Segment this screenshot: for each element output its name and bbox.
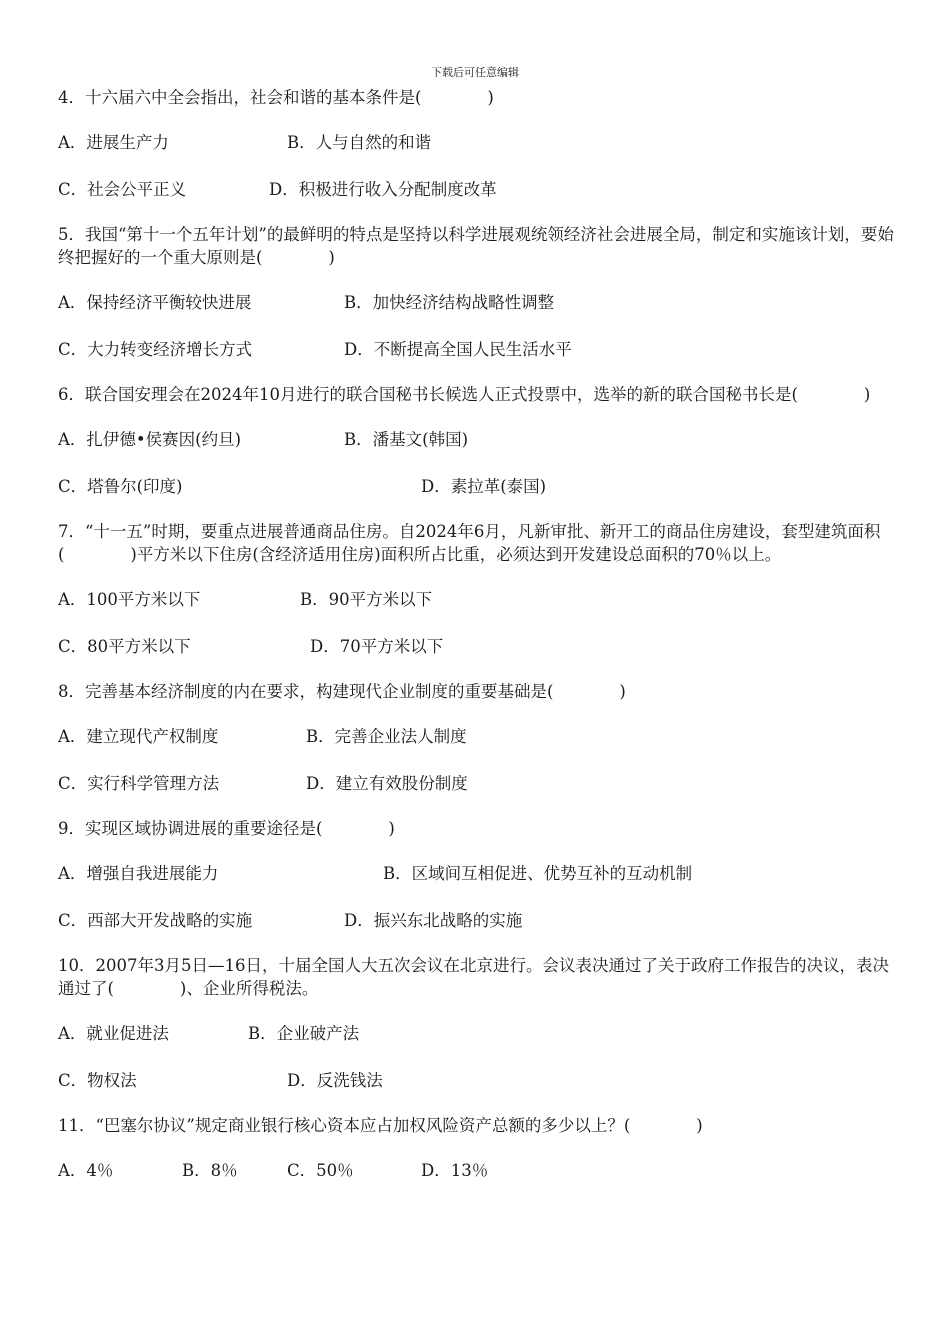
option-b: B．区域间互相促进、优势互补的互动机制 [383,864,693,883]
option-row [58,635,894,658]
option-row [58,1159,894,1182]
option-row [58,338,894,361]
question-8-stem: 8．完善基本经济制度的内在要求，构建现代企业制度的重要基础是( ) [58,682,626,701]
question-5-options [58,291,894,361]
option-c: C．物权法 [58,1071,137,1090]
option-b: B．人与自然的和谐 [287,133,432,152]
question-6-stem: 6．联合国安理会在2024年10月进行的联合国秘书长候选人正式投票中，选举的新的联合国秘书长是( ) [58,385,871,404]
question-4-options [58,131,894,201]
option-a: A．增强自我进展能力 [58,864,219,883]
question-7-stem: 7．“十一五”时期，要重点进展普通商品住房。自2024年6月，凡新审批、新开工的商品住房建设，套型建筑面积( )平方米以下住房(含经济适用住房)面积所占比重，必须达到开发建设总面积的70％以上。 [58,522,881,564]
question-10-stem: 10．2007年3月5日—16日，十届全国人大五次会议在北京进行。会议表决通过了关于政府工作报告的决议，表决通过了( )、企业所得税法。 [58,956,889,998]
option-a: A．保持经济平衡较快进展 [58,293,252,312]
question-11-stem: 11．“巴塞尔协议”规定商业银行核心资本应占加权风险资产总额的多少以上？( ) [58,1116,703,1135]
option-a: A．进展生产力 [58,133,169,152]
question-list [58,86,894,1182]
option-c: C．塔鲁尔(印度) [58,477,183,496]
option-a: A．扎伊德•侯赛因(约旦) [58,430,242,449]
option-b: B．90平方米以下 [300,590,433,609]
question-11-options [58,1159,894,1182]
option-c: C．80平方米以下 [58,637,191,656]
question-10-options [58,1022,894,1092]
option-a: A．100平方米以下 [58,590,201,609]
option-d: D．积极进行收入分配制度改革 [269,180,497,199]
option-b: B．完善企业法人制度 [306,727,467,746]
option-row [58,772,894,795]
option-d: D．70平方米以下 [310,637,444,656]
question-6-options [58,428,894,498]
option-row [58,1069,894,1092]
option-row [58,178,894,201]
option-row [58,588,894,611]
question-9-stem: 9．实现区域协调进展的重要途径是( ) [58,819,395,838]
option-c: C．实行科学管理方法 [58,774,220,793]
option-a: A．就业促进法 [58,1024,169,1043]
option-d: D．建立有效股份制度 [306,774,468,793]
question-8-options [58,725,894,795]
option-b: B．企业破产法 [248,1024,360,1043]
option-row [58,291,894,314]
option-b: B．8％ [182,1161,238,1180]
question-5-stem: 5．我国“第十一个五年计划”的最鲜明的特点是坚持以科学进展观统领经济社会进展全局，制定和实施该计划，要始终把握好的一个重大原则是( ) [58,225,894,267]
option-row [58,862,894,885]
option-a: A．4％ [58,1161,114,1180]
page-header: 下载后可任意编辑 [431,66,519,79]
option-b: B．加快经济结构战略性调整 [344,293,555,312]
option-row [58,909,894,932]
option-row [58,131,894,154]
option-a: A．建立现代产权制度 [58,727,219,746]
option-c: C．50％ [287,1161,354,1180]
option-c: C．西部大开发战略的实施 [58,911,253,930]
option-d: D．不断提高全国人民生活水平 [344,340,572,359]
option-d: D．振兴东北战略的实施 [344,911,523,930]
question-9-options [58,862,894,932]
option-row [58,475,894,498]
option-row [58,725,894,748]
option-d: D．13％ [421,1161,489,1180]
question-4-stem: 4．十六届六中全会指出，社会和谐的基本条件是( ) [58,88,494,107]
option-c: C．大力转变经济增长方式 [58,340,253,359]
option-row [58,428,894,451]
option-row [58,1022,894,1045]
option-d: D．素拉革(泰国) [421,477,547,496]
option-d: D．反洗钱法 [287,1071,383,1090]
option-b: B．潘基文(韩国) [344,430,468,449]
question-7-options [58,588,894,658]
option-c: C．社会公平正义 [58,180,187,199]
